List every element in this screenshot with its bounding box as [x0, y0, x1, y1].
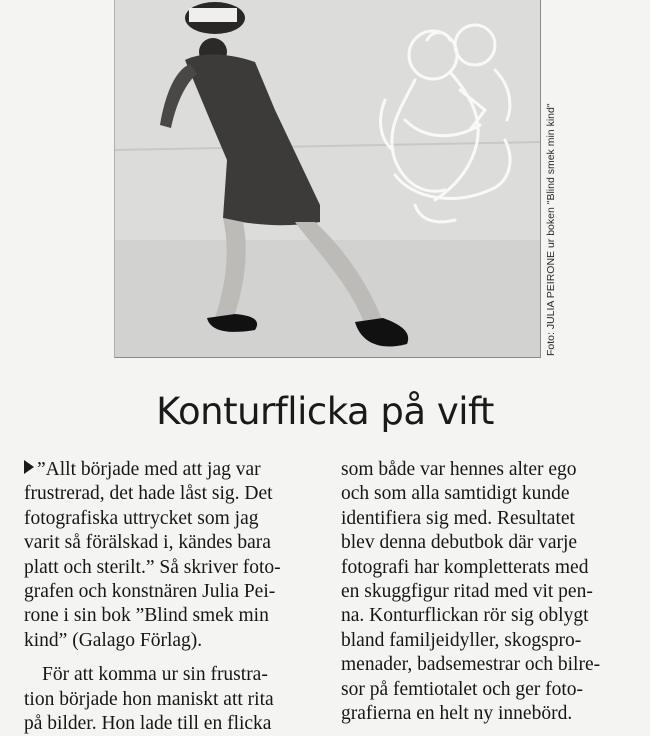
text-line: menader, badsemestrar och bilre- — [341, 654, 601, 676]
photo-illustration — [115, 0, 540, 357]
text-line: bland familjeidyller, skogspro- — [341, 629, 582, 651]
photo-credit — [532, 0, 562, 360]
text-line: rone i sin bok ”Blind smek min — [24, 605, 269, 627]
text-line: en skuggfigur ritad med vit pen- — [341, 581, 593, 603]
text-line: fotografiska uttrycket som jag — [24, 507, 259, 529]
text-line: identifiera sig med. Resultatet — [341, 507, 575, 529]
text-line: på bilder. Hon lade till en flicka — [24, 713, 272, 735]
photo-credit-text: Foto: JULIA PEIRONE ur boken "Blind smek min kind" — [545, 103, 557, 356]
article-column-left — [24, 458, 320, 736]
article-headline: Konturflicka på vift — [156, 390, 494, 433]
text-line: och som alla samtidigt kunde — [341, 483, 570, 505]
article-photo — [114, 0, 541, 358]
text-line: sor på femtiotalet och ger foto- — [341, 678, 584, 700]
triangle-marker-icon — [24, 460, 34, 474]
text-line: För att komma ur sin frustra- — [42, 664, 268, 686]
text-line: varit så förälskad i, kändes bara — [24, 532, 271, 554]
text-line: ”Allt började med att jag var — [24, 458, 320, 482]
text-line: blev denna debutbok där varje — [341, 532, 578, 554]
article-column-right — [341, 458, 627, 726]
text-line: kind” (Galago Förlag). — [24, 629, 203, 651]
text-line: platt och sterilt.” Så skriver foto- — [24, 556, 281, 578]
text-line: frustrerad, det hade låst sig. Det — [24, 483, 273, 505]
text-line: na. Konturflickan rör sig oblygt — [341, 605, 589, 627]
text-line: som både var hennes alter ego — [341, 459, 577, 480]
text-line: grafen och konstnären Julia Pei- — [24, 581, 276, 603]
text-line: fotografi har kompletterats med — [341, 556, 589, 578]
text-line: tion började hon maniskt att rita — [24, 688, 274, 710]
text-line: grafierna en helt ny innebörd. — [341, 703, 573, 725]
